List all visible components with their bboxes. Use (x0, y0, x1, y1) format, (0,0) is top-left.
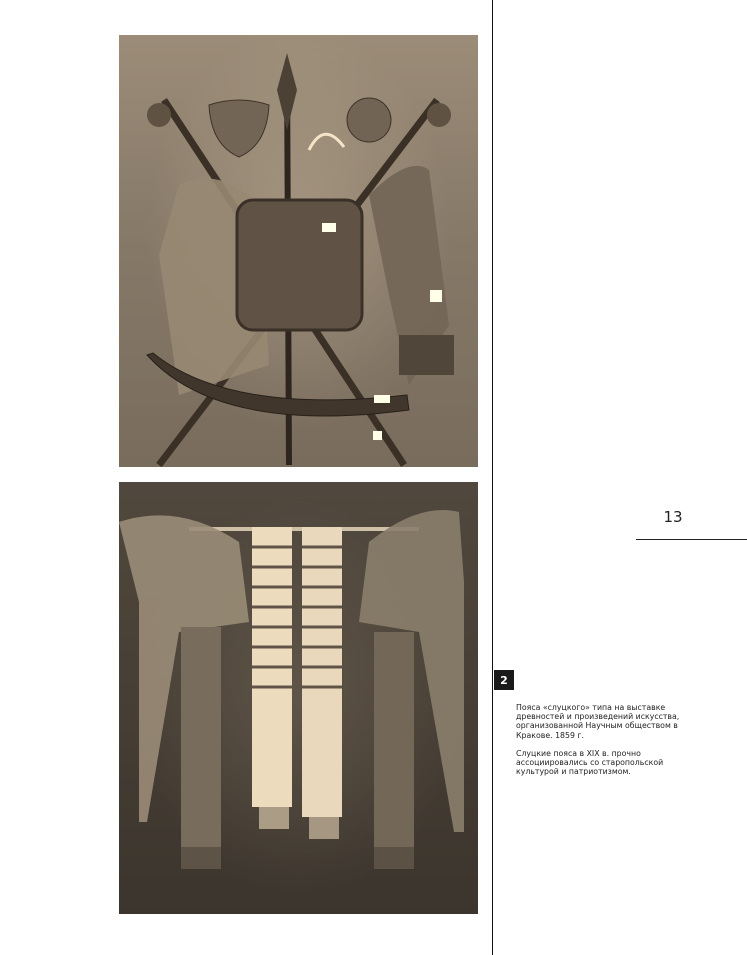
tag-label (374, 395, 390, 403)
column-divider (492, 0, 493, 955)
figure-caption (516, 703, 694, 785)
tag-label (373, 431, 382, 440)
tag-label (430, 290, 442, 302)
caption-paragraph: Пояса «слуцкого» типа на выставке древностей и произведений искусства, организованной Научным обществом в Кракове. 1859 г. (516, 703, 680, 740)
photo-weapons-illustration (119, 35, 478, 467)
photo-hanging-sashes (119, 482, 478, 914)
tag-label (322, 223, 336, 232)
page-number-rule (636, 539, 747, 540)
photo-sashes-illustration (119, 482, 478, 914)
figure-number-badge: 2 (494, 670, 514, 690)
photo-weapons-and-sashes (119, 35, 478, 467)
page-number: 13 (663, 508, 683, 526)
caption-paragraph: Слуцкие пояса в XIX в. прочно ассоциировались со старопольской культурой и патриотизмом. (516, 748, 664, 777)
